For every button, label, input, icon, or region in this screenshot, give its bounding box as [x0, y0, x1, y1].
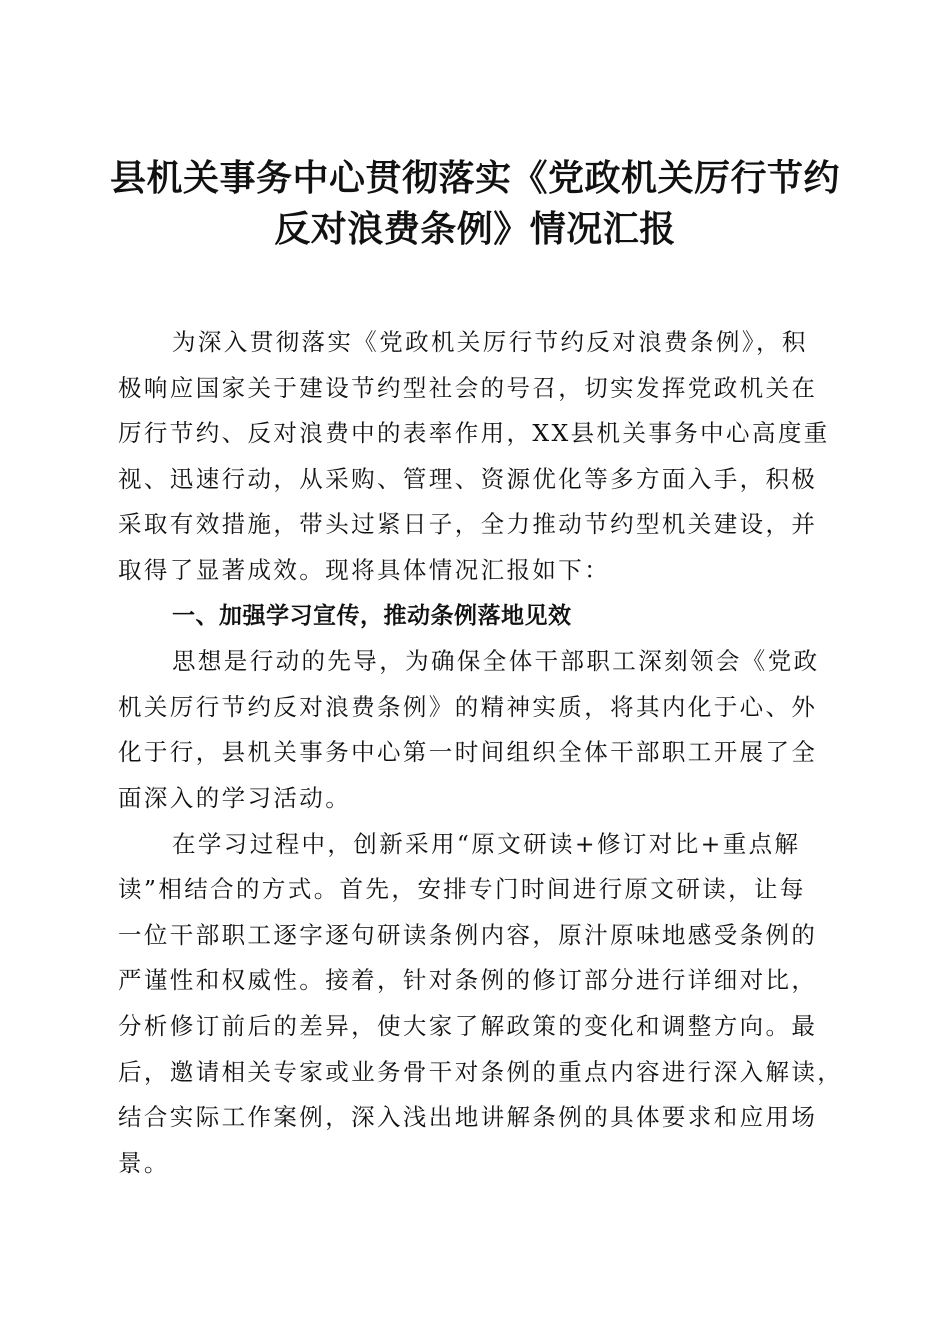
text-line: 取得了显著成效。现将具体情况汇报如下： — [118, 555, 611, 584]
text-line: 读”相结合的方式。首先，安排专门时间进行原文研读，让每 — [118, 875, 806, 904]
text-line: 在学习过程中，创新采用“原文研读+修订对比+重点解 — [172, 829, 801, 858]
text-line: 机关厉行节约反对浪费条例》的精神实质，将其内化于心、外 — [118, 692, 818, 721]
title-line-2: 反对浪费条例》情况汇报 — [274, 208, 676, 250]
text-line: 视、迅速行动，从采购、管理、资源优化等多方面入手，积极 — [118, 464, 818, 493]
text-line: 后，邀请相关专家或业务骨干对条例的重点内容进行深入解读， — [118, 1057, 844, 1086]
text-line: 分析修订前后的差异，使大家了解政策的变化和调整方向。最 — [118, 1011, 818, 1040]
text-line: 为深入贯彻落实《党政机关厉行节约反对浪费条例》，积 — [172, 328, 808, 356]
text-line: 思想是行动的先导，为确保全体干部职工深刻领会《党政 — [172, 647, 820, 676]
text-line: 厉行节约、反对浪费中的表率作用，XX县机关事务中心高度重 — [118, 419, 830, 448]
section1-paragraph-1 — [118, 639, 828, 821]
text-line: 面深入的学习活动。 — [118, 783, 352, 812]
text-line: 严谨性和权威性。接着，针对条例的修订部分进行详细对比， — [118, 966, 818, 995]
section-heading: 一、加强学习宣传，推动条例落地见效 — [172, 602, 572, 629]
text-line: 景。 — [118, 1148, 170, 1177]
section1-paragraph-2 — [118, 822, 844, 1187]
text-line: 化于行，县机关事务中心第一时间组织全体干部职工开展了全 — [118, 738, 818, 767]
document-title — [100, 153, 850, 255]
text-line: 采取有效措施，带头过紧日子，全力推动节约型机关建设，并 — [118, 510, 818, 539]
document-body — [118, 320, 844, 1186]
text-line: 一位干部职工逐字逐句研读条例内容，原汁原味地感受条例的 — [118, 920, 818, 949]
text-line: 极响应国家关于建设节约型社会的号召，切实发挥党政机关在 — [118, 373, 818, 402]
text-line: 结合实际工作案例，深入浅出地讲解条例的具体要求和应用场 — [118, 1103, 818, 1132]
title-line-1: 县机关事务中心贯彻落实《党政机关厉行节约 — [109, 157, 840, 199]
intro-paragraph — [118, 320, 828, 594]
